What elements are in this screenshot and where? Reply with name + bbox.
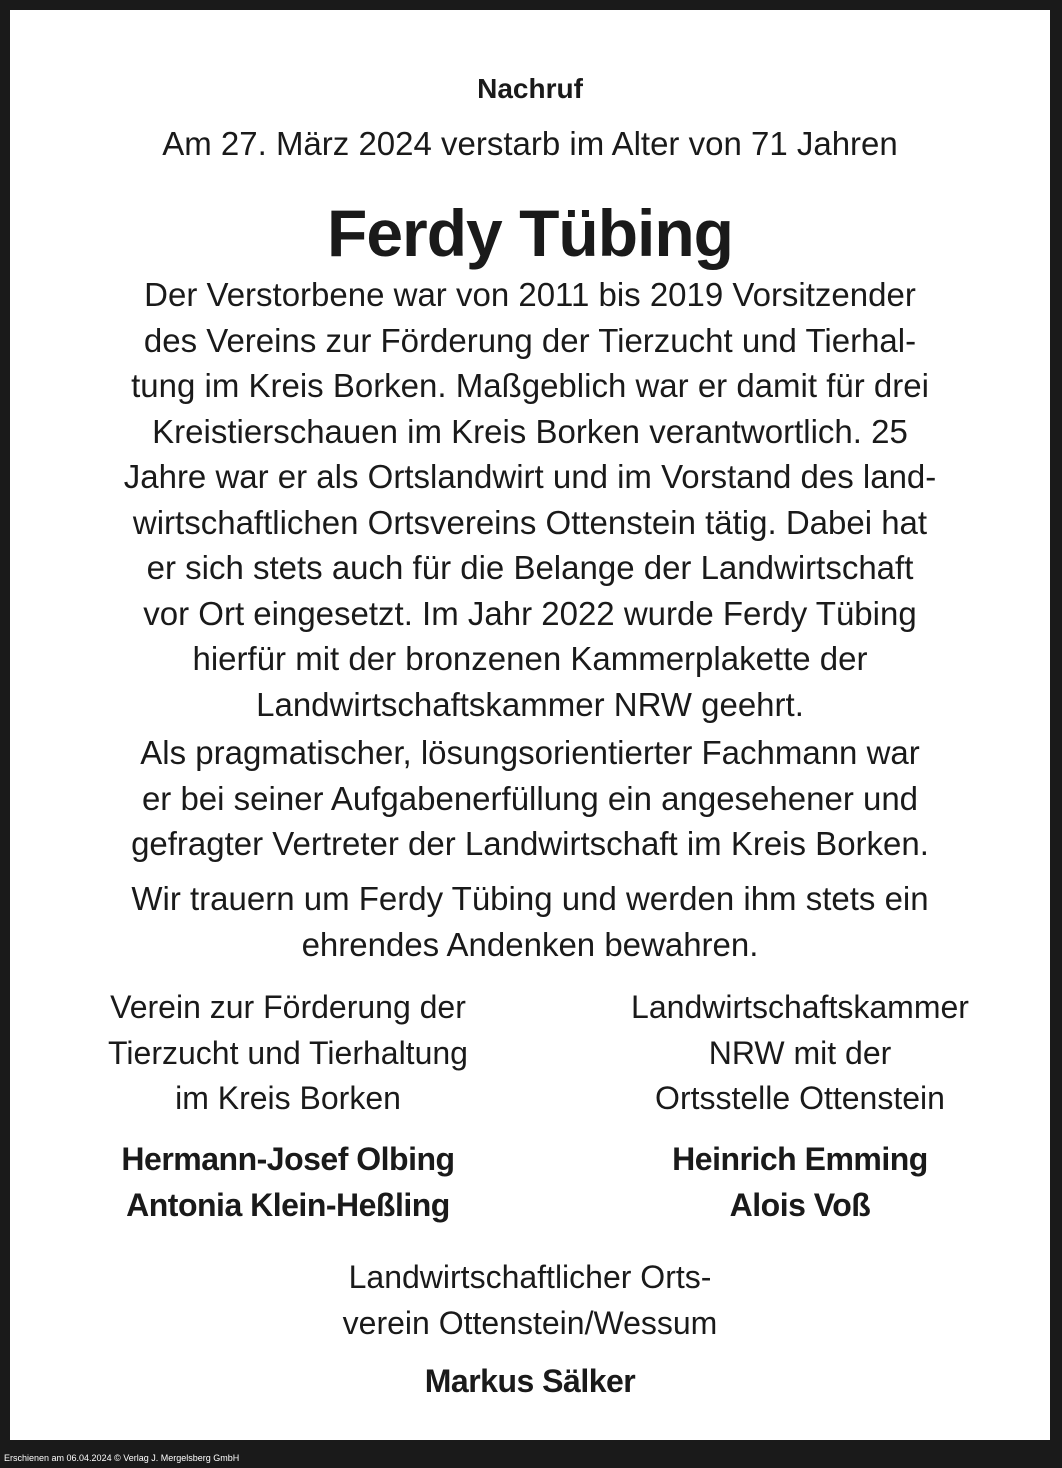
obituary-notice	[10, 10, 1050, 1440]
notice-intro: Am 27. März 2024 verstarb im Alter von 71 Jahren	[162, 125, 898, 162]
text-line: wirtschaftlichen Ortsvereins Ottenstein tätig. Dabei hat	[132, 503, 928, 541]
publication-footer: Erschienen am 06.04.2024 © Verlag J. Mergelsberg GmbH	[4, 1453, 240, 1463]
signer-name: Hermann-Josef Olbing	[121, 1141, 455, 1177]
signers-left	[38, 1137, 538, 1228]
org-name-line: Verein zur Förderung der	[110, 989, 466, 1025]
org-name-line: verein Ottenstein/Wessum	[342, 1304, 718, 1341]
notice-heading: Nachruf	[477, 73, 583, 104]
text-line: Wir trauern um Ferdy Tübing und werden ihm stets ein	[131, 880, 929, 917]
org-name-line: Tierzucht und Tierhaltung	[108, 1034, 468, 1071]
signer-name: Markus Sälker	[424, 1363, 636, 1399]
deceased-name: Ferdy Tübing	[327, 196, 733, 270]
signer-name: Antonia Klein-Heßling	[126, 1186, 450, 1223]
text-line: ehrendes Andenken bewahren.	[301, 925, 759, 963]
org-name-line: Landwirtschaftskammer	[631, 989, 969, 1025]
text-line: er sich stets auch für die Belange der Landwirtschaft	[146, 549, 914, 586]
organization-right	[550, 985, 1050, 1122]
organization-left	[38, 985, 538, 1122]
signer-name: Alois Voß	[729, 1186, 871, 1223]
organization-bottom	[280, 1255, 780, 1346]
text-line: Kreistierschauen im Kreis Borken verantwortlich. 25	[152, 412, 908, 450]
org-name-line: im Kreis Borken	[175, 1080, 401, 1116]
text-line: vor Ort eingesetzt. Im Jahr 2022 wurde Ferdy Tübing	[143, 594, 917, 632]
signer-name: Heinrich Emming	[672, 1141, 928, 1177]
text-line: gefragter Vertreter der Landwirtschaft im Kreis Borken.	[131, 825, 929, 862]
text-line: Als pragmatischer, lösungsorientierter Fachmann war	[140, 734, 920, 771]
org-name-line: NRW mit der	[708, 1034, 892, 1071]
text-line: er bei seiner Aufgabenerfüllung ein angesehener und	[141, 779, 919, 817]
text-line: des Vereins zur Förderung der Tierzucht und Tierhal-	[143, 321, 917, 359]
text-line: Jahre war er als Ortslandwirt und im Vorstand des land-	[123, 458, 937, 495]
tribute-paragraph	[50, 730, 1010, 867]
signers-right	[550, 1137, 1050, 1228]
text-line: Der Verstorbene war von 2011 bis 2019 Vorsitzender	[144, 276, 916, 313]
mourning-paragraph	[50, 876, 1010, 967]
biography-paragraph	[50, 272, 1010, 727]
org-name-line: Landwirtschaftlicher Orts-	[348, 1259, 712, 1295]
org-name-line: Ortsstelle Ottenstein	[655, 1080, 945, 1116]
text-line: tung im Kreis Borken. Maßgeblich war er damit für drei	[131, 367, 929, 404]
text-line: hierfür mit der bronzenen Kammerplakette der	[192, 640, 868, 677]
text-line: Landwirtschaftskammer NRW geehrt.	[256, 685, 804, 723]
